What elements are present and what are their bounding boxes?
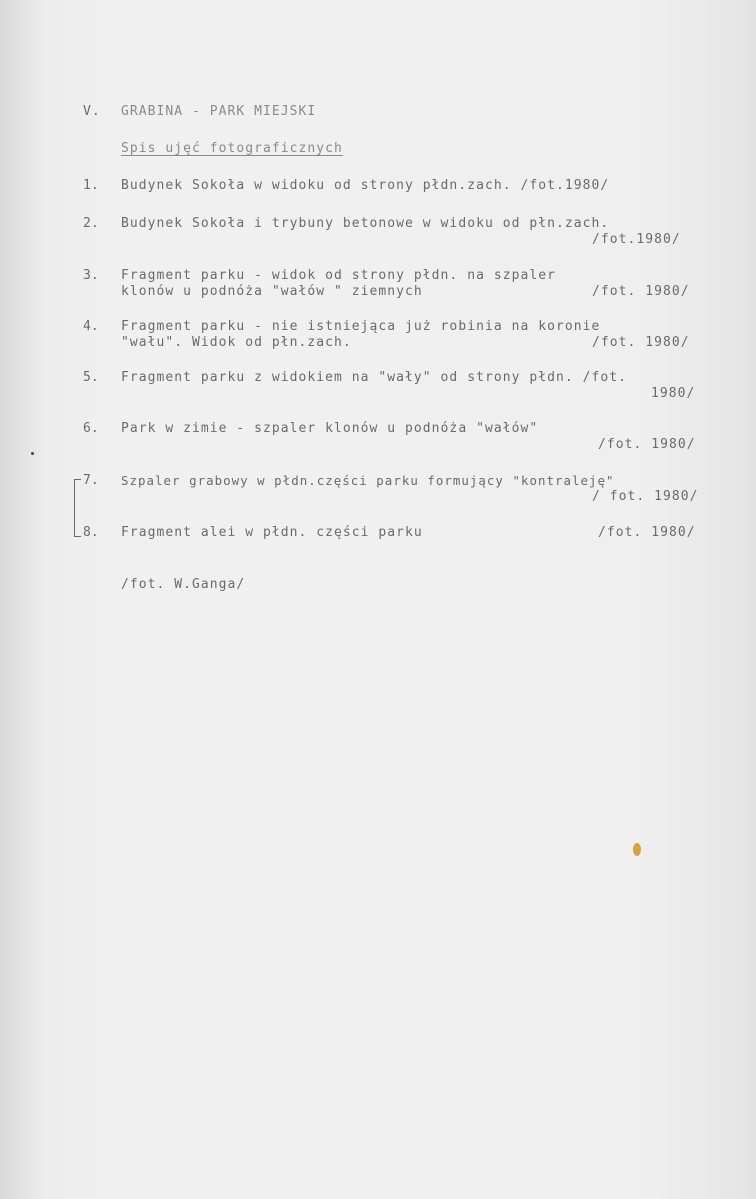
item-number: 1. [83, 178, 99, 193]
item-number: 8. [83, 525, 99, 540]
item-number: 4. [83, 319, 99, 334]
handwritten-bracket [74, 479, 81, 537]
item-number: 3. [83, 268, 99, 283]
document-title: GRABINA - PARK MIEJSKI [121, 104, 317, 119]
item-line: /fot. 1980/ [592, 284, 690, 299]
item-line: 1980/ [651, 386, 696, 401]
item-line: Budynek Sokoła w widoku od strony płdn.zach. /fot.1980/ [121, 178, 610, 193]
ink-dot [31, 452, 34, 455]
item-line: Park w zimie - szpaler klonów u podnóża "wałów" [121, 421, 539, 436]
item-line: /fot. 1980/ [598, 437, 696, 452]
item-line: klonów u podnóża "wałów " ziemnych [121, 284, 423, 299]
item-line: Fragment parku - widok od strony płdn. na szpaler [121, 268, 556, 283]
item-line: Fragment parku - nie istniejąca już robinia na koronie [121, 319, 601, 334]
item-line: Fragment alei w płdn. części parku [121, 525, 423, 540]
item-number: 5. [83, 370, 99, 385]
item-line: Budynek Sokoła i trybuny betonowe w widoku od płn.zach. [121, 216, 610, 231]
item-number: 2. [83, 216, 99, 231]
document-subtitle: Spis ujęć fotograficznych [121, 141, 343, 156]
paper-stain [633, 843, 641, 856]
photo-credit: /fot. W.Ganga/ [121, 577, 246, 592]
item-line: /fot. 1980/ [598, 525, 696, 540]
item-number: 7. [83, 473, 99, 488]
item-line: Fragment parku z widokiem na "wały" od strony płdn. /fot. [121, 370, 627, 385]
item-line: Szpaler grabowy w płdn.części parku formujący "kontraleję" [121, 473, 615, 488]
item-line: "wału". Widok od płn.zach. [121, 335, 352, 350]
section-number: V. [83, 104, 101, 119]
item-number: 6. [83, 421, 99, 436]
item-line: /fot. 1980/ [592, 335, 690, 350]
item-line: /fot.1980/ [592, 232, 681, 247]
item-line: / fot. 1980/ [592, 489, 699, 504]
